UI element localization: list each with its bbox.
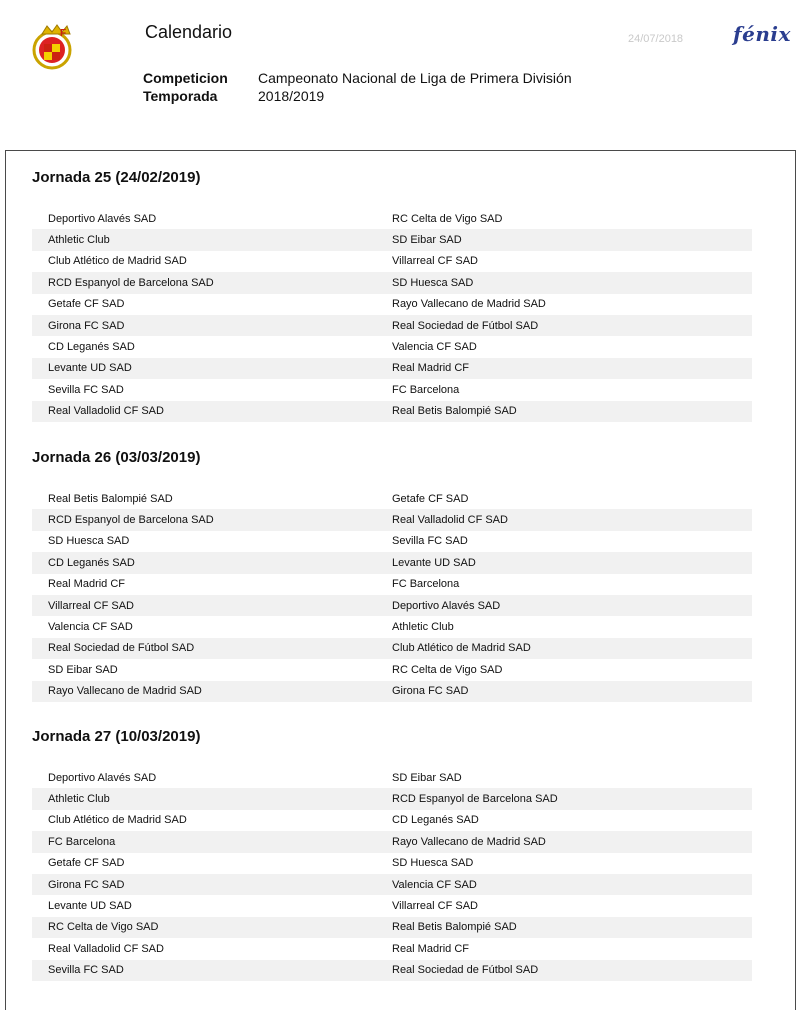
- match-row: [32, 659, 752, 680]
- match-row: [32, 853, 752, 874]
- home-team: Getafe CF SAD: [48, 857, 125, 870]
- home-team: Girona FC SAD: [48, 319, 125, 332]
- jornada-title: Jornada 27 (10/03/2019): [32, 728, 201, 745]
- home-team: Levante UD SAD: [48, 900, 132, 913]
- match-row: [32, 960, 752, 981]
- match-row: [32, 251, 752, 272]
- home-team: Sevilla FC SAD: [48, 964, 124, 977]
- match-row: [32, 509, 752, 530]
- away-team: Sevilla FC SAD: [392, 535, 468, 548]
- match-row: [32, 788, 752, 809]
- jornada-section: [32, 168, 752, 422]
- match-row: [32, 574, 752, 595]
- home-team: Real Valladolid CF SAD: [48, 942, 164, 955]
- svg-text:F: F: [60, 28, 67, 39]
- away-team: Club Atlético de Madrid SAD: [392, 642, 531, 655]
- away-team: Villarreal CF SAD: [392, 900, 478, 913]
- match-row: [32, 208, 752, 229]
- home-team: Real Valladolid CF SAD: [48, 405, 164, 418]
- season-label: Temporada: [143, 88, 218, 104]
- match-row: [32, 531, 752, 552]
- away-team: Real Valladolid CF SAD: [392, 514, 508, 527]
- home-team: Real Madrid CF: [48, 578, 126, 591]
- home-team: Athletic Club: [48, 234, 110, 247]
- away-team: RCD Espanyol de Barcelona SAD: [392, 793, 558, 806]
- away-team: RC Celta de Vigo SAD: [392, 663, 503, 676]
- competition-row: [143, 69, 572, 87]
- competition-label: Competicion: [143, 70, 228, 86]
- away-team: Real Madrid CF: [392, 362, 470, 375]
- brand-logo: fénix: [733, 22, 791, 46]
- home-team: Levante UD SAD: [48, 362, 132, 375]
- match-row: [32, 401, 752, 422]
- jornada-title: Jornada 25 (24/02/2019): [32, 169, 201, 186]
- season-row: [143, 87, 572, 105]
- match-row: [32, 638, 752, 659]
- rfef-crest-icon: [30, 20, 84, 76]
- competition-value: Campeonato Nacional de Liga de Primera División: [258, 70, 572, 86]
- away-team: Girona FC SAD: [392, 685, 469, 698]
- away-team: Deportivo Alavés SAD: [392, 599, 501, 612]
- away-team: RC Celta de Vigo SAD: [392, 212, 503, 225]
- match-row: [32, 229, 752, 250]
- match-row: [32, 315, 752, 336]
- home-team: RC Celta de Vigo SAD: [48, 921, 159, 934]
- home-team: Sevilla FC SAD: [48, 383, 124, 396]
- match-list: [32, 767, 752, 981]
- home-team: Real Betis Balompié SAD: [48, 492, 173, 505]
- match-row: [32, 874, 752, 895]
- home-team: SD Huesca SAD: [48, 535, 130, 548]
- match-row: [32, 552, 752, 573]
- jornada-section: [32, 727, 752, 981]
- away-team: SD Huesca SAD: [392, 857, 474, 870]
- home-team: Rayo Vallecano de Madrid SAD: [48, 685, 202, 698]
- match-row: [32, 379, 752, 400]
- away-team: SD Eibar SAD: [392, 771, 462, 784]
- match-row: [32, 895, 752, 916]
- home-team: Club Atlético de Madrid SAD: [48, 255, 187, 268]
- away-team: Valencia CF SAD: [392, 878, 477, 891]
- away-team: Real Betis Balompié SAD: [392, 921, 517, 934]
- home-team: Real Sociedad de Fútbol SAD: [48, 642, 195, 655]
- home-team: Girona FC SAD: [48, 878, 125, 891]
- jornada-section: [32, 448, 752, 702]
- away-team: CD Leganés SAD: [392, 814, 479, 827]
- away-team: Levante UD SAD: [392, 556, 476, 569]
- home-team: RCD Espanyol de Barcelona SAD: [48, 276, 214, 289]
- document-meta: [143, 69, 572, 105]
- home-team: RCD Espanyol de Barcelona SAD: [48, 514, 214, 527]
- away-team: FC Barcelona: [392, 578, 460, 591]
- home-team: Valencia CF SAD: [48, 621, 133, 634]
- match-row: [32, 767, 752, 788]
- home-team: Deportivo Alavés SAD: [48, 771, 157, 784]
- home-team: CD Leganés SAD: [48, 556, 135, 569]
- away-team: Athletic Club: [392, 621, 454, 634]
- match-row: [32, 917, 752, 938]
- print-date: 24/07/2018: [628, 33, 684, 45]
- match-row: [32, 681, 752, 702]
- match-row: [32, 336, 752, 357]
- away-team: Real Madrid CF: [392, 942, 470, 955]
- match-row: [32, 810, 752, 831]
- home-team: Villarreal CF SAD: [48, 599, 134, 612]
- match-list: [32, 488, 752, 702]
- away-team: Real Betis Balompié SAD: [392, 405, 517, 418]
- away-team: Rayo Vallecano de Madrid SAD: [392, 298, 546, 311]
- home-team: SD Eibar SAD: [48, 663, 118, 676]
- away-team: Real Sociedad de Fútbol SAD: [392, 964, 539, 977]
- home-team: Club Atlético de Madrid SAD: [48, 814, 187, 827]
- page-title: Calendario: [145, 22, 233, 42]
- match-row: [32, 272, 752, 293]
- away-team: FC Barcelona: [392, 383, 460, 396]
- match-row: [32, 616, 752, 637]
- match-row: [32, 938, 752, 959]
- jornada-title: Jornada 26 (03/03/2019): [32, 449, 201, 466]
- home-team: Getafe CF SAD: [48, 298, 125, 311]
- away-team: Villarreal CF SAD: [392, 255, 478, 268]
- schedule-panel: [5, 150, 796, 1010]
- match-row: [32, 358, 752, 379]
- away-team: Rayo Vallecano de Madrid SAD: [392, 835, 546, 848]
- season-value: 2018/2019: [258, 88, 325, 104]
- home-team: CD Leganés SAD: [48, 341, 135, 354]
- away-team: Real Sociedad de Fútbol SAD: [392, 319, 539, 332]
- match-row: [32, 831, 752, 852]
- match-row: [32, 595, 752, 616]
- away-team: SD Huesca SAD: [392, 276, 474, 289]
- away-team: SD Eibar SAD: [392, 234, 462, 247]
- match-list: [32, 208, 752, 422]
- match-row: [32, 294, 752, 315]
- match-row: [32, 488, 752, 509]
- home-team: Athletic Club: [48, 793, 110, 806]
- home-team: FC Barcelona: [48, 835, 116, 848]
- away-team: Valencia CF SAD: [392, 341, 477, 354]
- home-team: Deportivo Alavés SAD: [48, 212, 157, 225]
- away-team: Getafe CF SAD: [392, 492, 469, 505]
